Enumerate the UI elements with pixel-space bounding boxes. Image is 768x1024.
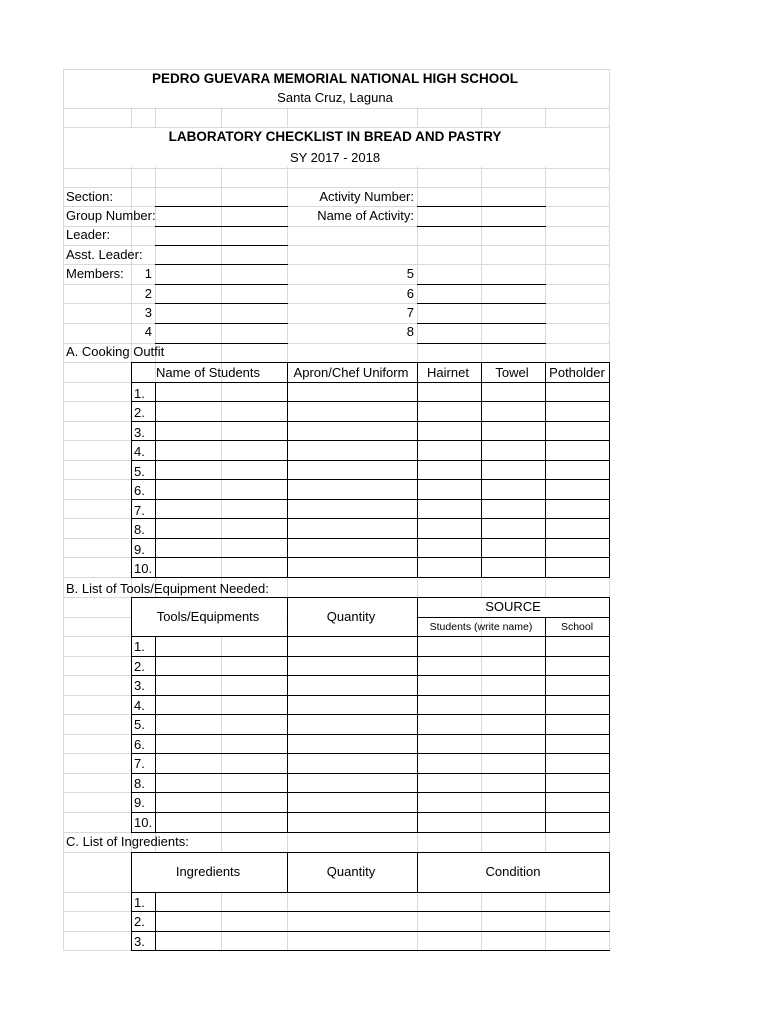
member-number: 7 bbox=[406, 305, 414, 320]
col-quantity: Quantity bbox=[326, 609, 376, 624]
table-column-border bbox=[417, 597, 418, 833]
table-row-border bbox=[131, 577, 610, 578]
table-column-border bbox=[609, 362, 610, 578]
blank-underline bbox=[155, 226, 288, 227]
col-school: School bbox=[560, 621, 594, 633]
row-number: 10. bbox=[134, 561, 153, 576]
blank-underline bbox=[155, 245, 288, 246]
col-condition: Condition bbox=[485, 864, 541, 879]
table-column-border bbox=[155, 892, 156, 951]
blank-underline bbox=[155, 206, 288, 207]
row-number: 8. bbox=[134, 522, 145, 537]
row-number: 4. bbox=[134, 698, 145, 713]
section-c-title: C. List of Ingredients: bbox=[66, 834, 189, 849]
member-number: 3 bbox=[144, 305, 152, 320]
col-tools-equipments: Tools/Equipments bbox=[156, 609, 260, 624]
table-row-border bbox=[131, 892, 610, 893]
col-quantity: Quantity bbox=[326, 864, 376, 879]
gridline-horizontal bbox=[63, 168, 610, 169]
table-row-border bbox=[131, 479, 610, 480]
row-number: 1. bbox=[134, 639, 145, 654]
table-row-border bbox=[131, 832, 610, 833]
name-of-activity-label: Name of Activity: bbox=[317, 208, 414, 223]
table-row-border bbox=[131, 675, 610, 676]
table-row-border bbox=[131, 557, 610, 558]
table-row-border bbox=[131, 714, 610, 715]
table-row-border bbox=[131, 382, 610, 383]
col-students-write-name: Students (write name) bbox=[429, 621, 533, 633]
table-column-border bbox=[417, 852, 418, 893]
table-row-border bbox=[131, 421, 610, 422]
blank-underline bbox=[155, 264, 288, 265]
table-column-border bbox=[287, 362, 288, 578]
table-row-border bbox=[131, 499, 610, 500]
gridline-vertical bbox=[221, 69, 222, 950]
table-row-border bbox=[131, 931, 610, 932]
table-row-border bbox=[417, 617, 610, 618]
table-column-border bbox=[545, 362, 546, 578]
table-row-border bbox=[131, 852, 610, 853]
row-number: 6. bbox=[134, 483, 145, 498]
row-number: 2. bbox=[134, 659, 145, 674]
gridline-vertical bbox=[63, 69, 64, 950]
row-number: 5. bbox=[134, 717, 145, 732]
gridline-horizontal bbox=[63, 264, 610, 265]
table-row-border bbox=[131, 440, 610, 441]
table-row-border bbox=[131, 950, 610, 951]
table-row-border bbox=[131, 538, 610, 539]
table-column-border bbox=[131, 892, 132, 951]
table-row-border bbox=[131, 636, 610, 637]
table-column-border bbox=[131, 852, 132, 893]
row-number: 10. bbox=[134, 815, 153, 830]
school-year: SY 2017 - 2018 bbox=[289, 150, 381, 165]
blank-underline bbox=[417, 284, 546, 285]
col-apron-chef-uniform: Apron/Chef Uniform bbox=[293, 365, 409, 380]
table-column-border bbox=[155, 636, 156, 833]
blank-cell bbox=[64, 853, 130, 891]
row-number: 3. bbox=[134, 934, 145, 949]
member-number: 2 bbox=[144, 286, 152, 301]
row-number: 8. bbox=[134, 776, 145, 791]
blank-underline bbox=[417, 226, 546, 227]
member-number: 4 bbox=[144, 324, 152, 339]
table-row-border bbox=[131, 695, 610, 696]
table-column-border bbox=[545, 617, 546, 833]
school-location: Santa Cruz, Laguna bbox=[277, 90, 393, 105]
table-column-border bbox=[481, 362, 482, 578]
blank-underline bbox=[155, 323, 288, 324]
row-number: 1. bbox=[134, 386, 145, 401]
col-hairnet: Hairnet bbox=[427, 365, 469, 380]
row-number: 3. bbox=[134, 425, 145, 440]
row-number: 9. bbox=[134, 542, 145, 557]
row-number: 1. bbox=[134, 895, 145, 910]
blank-underline bbox=[417, 303, 546, 304]
table-column-border bbox=[609, 852, 610, 893]
leader-label: Leader: bbox=[66, 227, 111, 242]
activity-number-label: Activity Number: bbox=[319, 189, 414, 204]
table-row-border bbox=[131, 753, 610, 754]
section-a-title: A. Cooking Outfit bbox=[66, 344, 165, 359]
table-row-border bbox=[131, 812, 610, 813]
table-column-border bbox=[417, 362, 418, 578]
member-number: 5 bbox=[406, 266, 414, 281]
col-potholder: Potholder bbox=[549, 365, 605, 380]
col-ingredients: Ingredients bbox=[175, 864, 241, 879]
table-row-border bbox=[131, 773, 610, 774]
table-row-border bbox=[131, 401, 610, 402]
row-number: 2. bbox=[134, 405, 145, 420]
table-column-border bbox=[131, 362, 132, 578]
document-title: LABORATORY CHECKLIST IN BREAD AND PASTRY bbox=[168, 129, 502, 144]
col-name-of-students: Name of Students bbox=[155, 365, 261, 380]
table-column-border bbox=[287, 597, 288, 833]
table-row-border bbox=[131, 518, 610, 519]
row-number: 2. bbox=[134, 914, 145, 929]
blank-underline bbox=[417, 206, 546, 207]
member-number: 8 bbox=[406, 324, 414, 339]
row-number: 4. bbox=[134, 444, 145, 459]
table-row-border bbox=[131, 734, 610, 735]
row-number: 5. bbox=[134, 464, 145, 479]
asst-leader-label: Asst. Leader: bbox=[66, 247, 143, 262]
table-row-border bbox=[131, 656, 610, 657]
row-number: 7. bbox=[134, 756, 145, 771]
table-row-border bbox=[131, 792, 610, 793]
table-row-border bbox=[131, 597, 610, 598]
table-row-border bbox=[131, 362, 610, 363]
members-label: Members: bbox=[66, 266, 124, 281]
blank-underline bbox=[417, 343, 546, 344]
blank-underline bbox=[155, 343, 288, 344]
table-column-border bbox=[131, 597, 132, 833]
section-b-title: B. List of Tools/Equipment Needed: bbox=[66, 581, 269, 596]
school-name: PEDRO GUEVARA MEMORIAL NATIONAL HIGH SCHOOL bbox=[151, 71, 519, 86]
table-row-border bbox=[131, 911, 610, 912]
row-number: 7. bbox=[134, 503, 145, 518]
member-number: 1 bbox=[144, 266, 152, 281]
gridline-horizontal bbox=[63, 187, 610, 188]
table-row-border bbox=[131, 460, 610, 461]
table-column-border bbox=[287, 852, 288, 893]
blank-underline bbox=[155, 284, 288, 285]
col-towel: Towel bbox=[495, 365, 529, 380]
row-number: 6. bbox=[134, 737, 145, 752]
row-number: 9. bbox=[134, 795, 145, 810]
table-column-border bbox=[609, 597, 610, 833]
group-number-label: Group Number: bbox=[66, 208, 156, 223]
col-source: SOURCE bbox=[485, 599, 541, 614]
row-number: 3. bbox=[134, 678, 145, 693]
section-label: Section: bbox=[66, 189, 113, 204]
gridline-horizontal bbox=[63, 108, 610, 109]
member-number: 6 bbox=[406, 286, 414, 301]
blank-underline bbox=[417, 323, 546, 324]
table-column-border bbox=[155, 382, 156, 578]
blank-underline bbox=[155, 303, 288, 304]
gridline-horizontal bbox=[63, 245, 610, 246]
